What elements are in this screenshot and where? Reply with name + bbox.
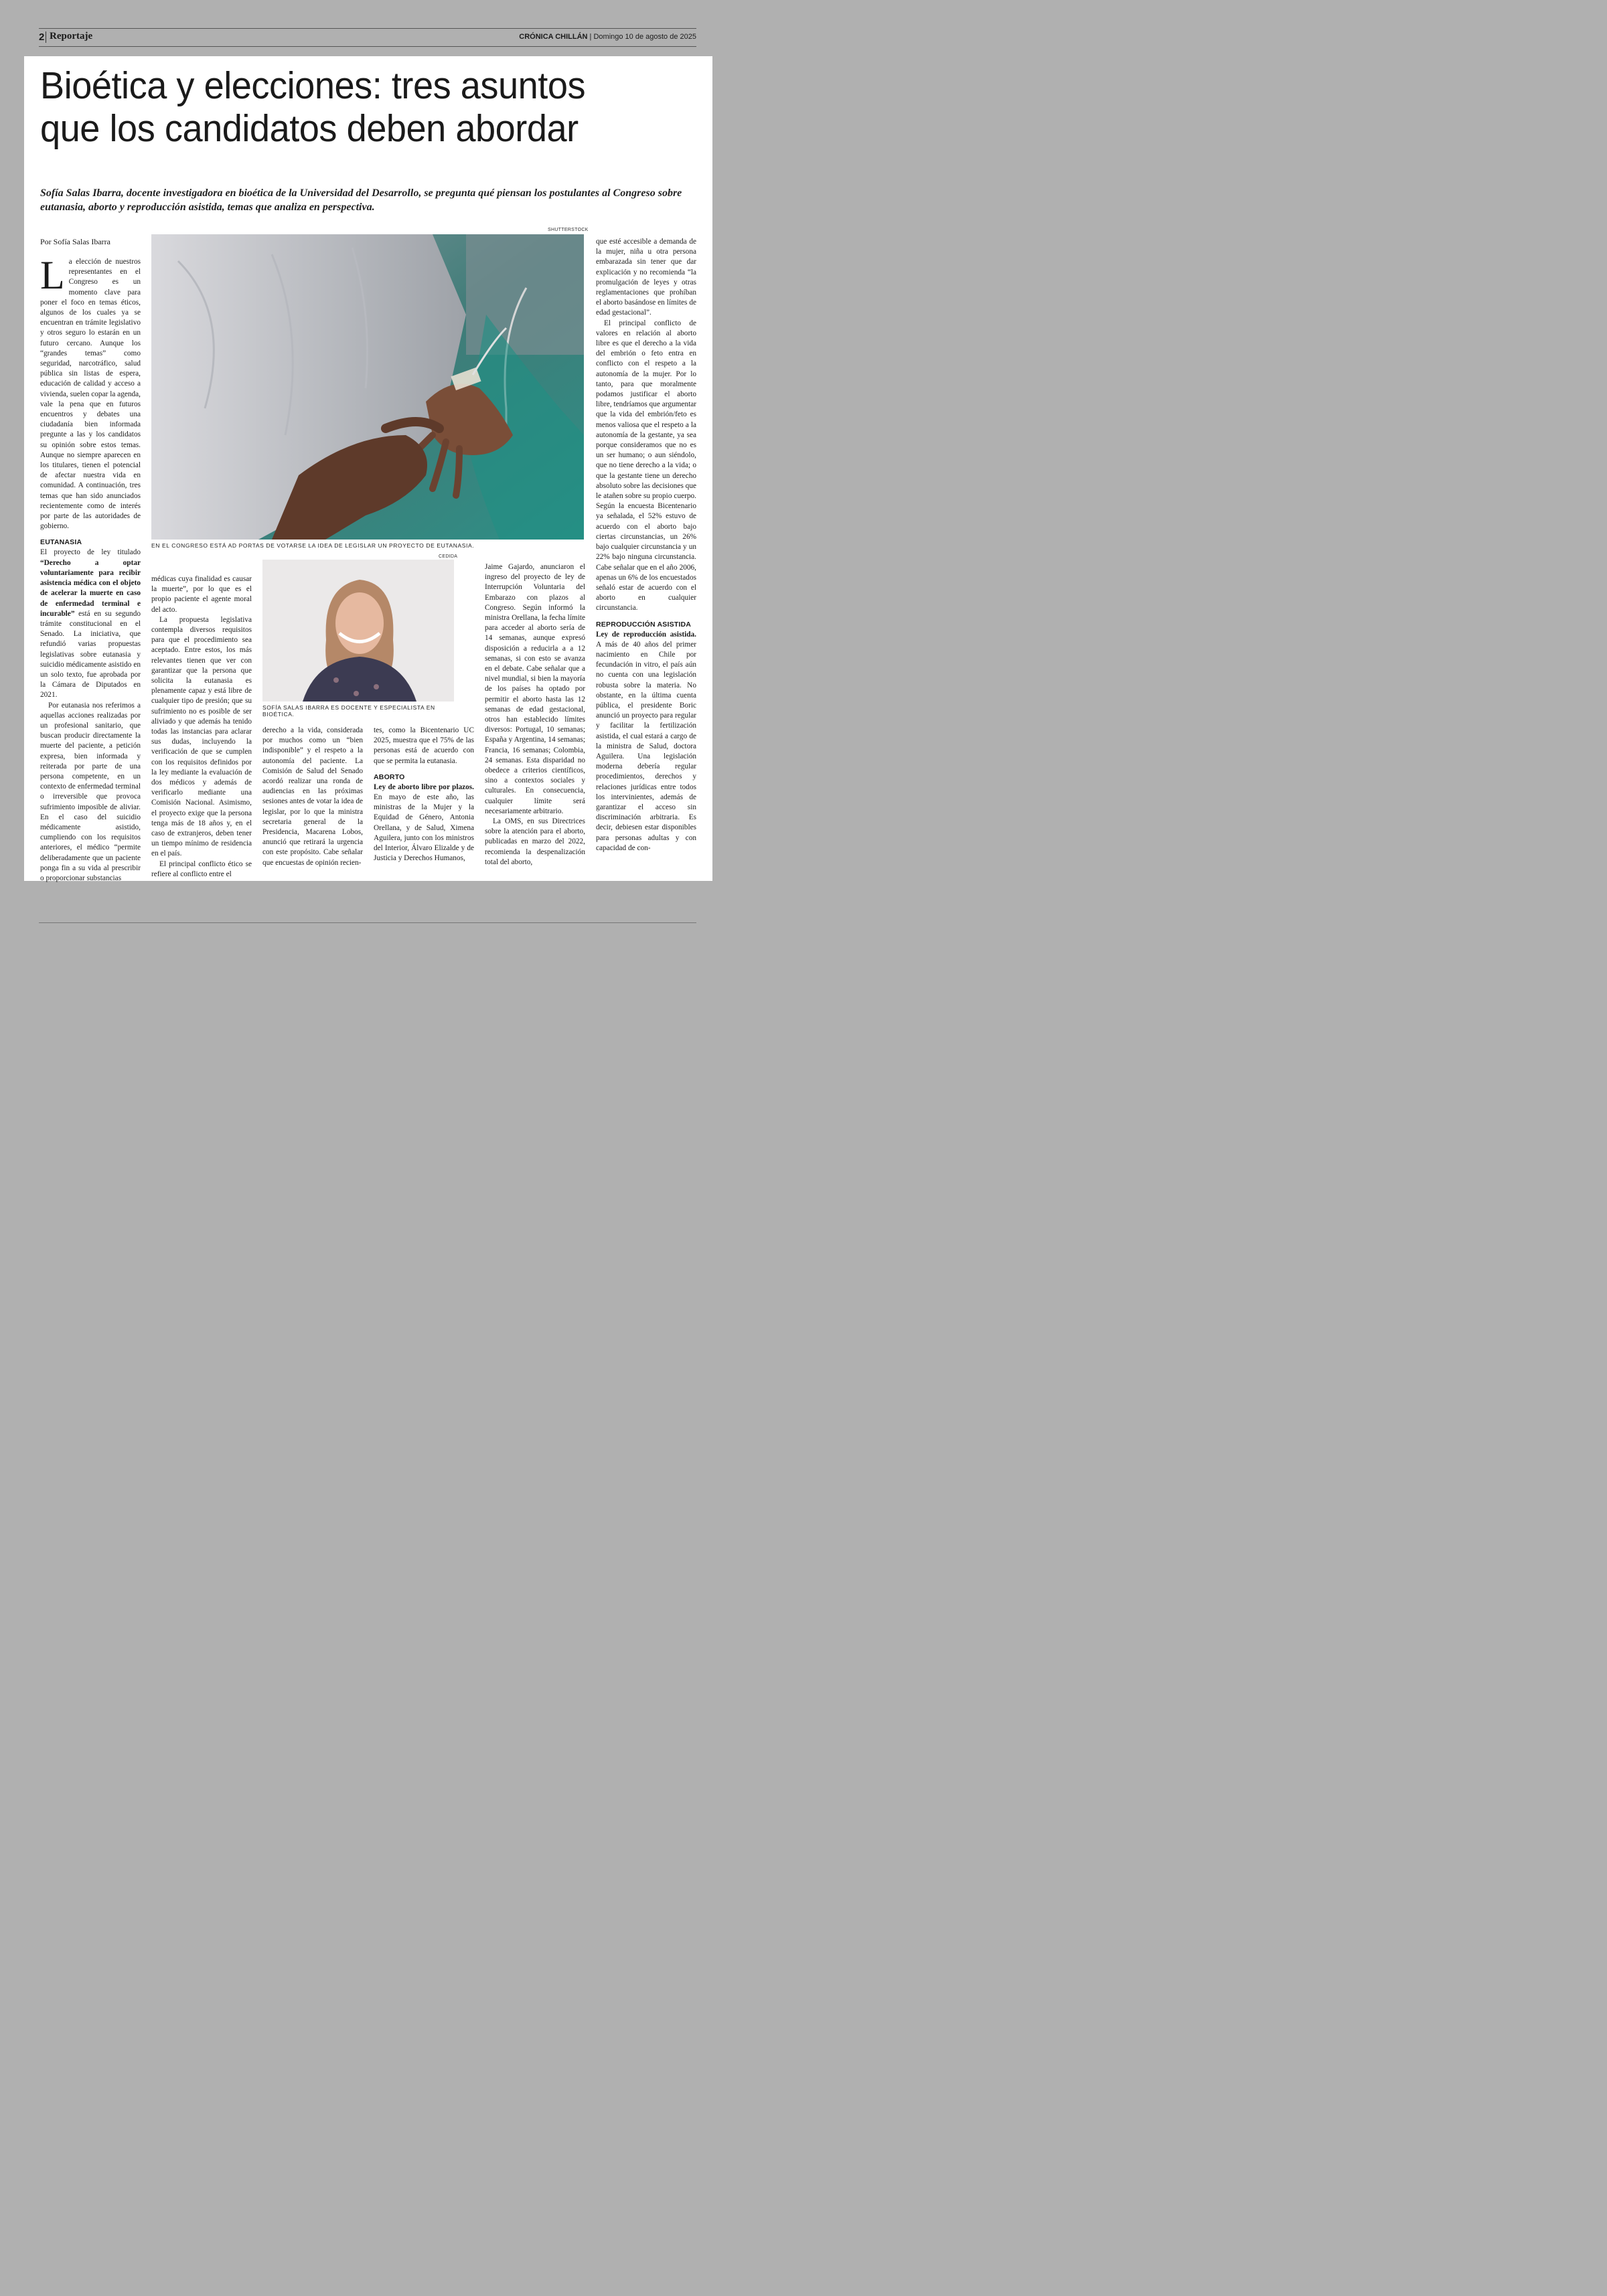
text-run: En mayo de este año, las ministras de la Mujer y la Equidad de Género, Antonia Orellana, y de Salud, Ximena Aguilera, junto con los ministros del Interior, Álvaro Elizalde y de Justicia y Derechos Humanos, [374, 793, 474, 863]
photo-caption: EN EL CONGRESO ESTÁ AD PORTAS DE VOTARSE LA IDEA DE LEGISLAR UN PROYECTO DE EUTANASIA. [151, 542, 475, 549]
article-page [24, 56, 712, 881]
paragraph: médicas cuya finalidad es causar la muerte”, por lo que es el propio paciente el agente moral del acto. [151, 575, 252, 614]
publication-name: CRÓNICA CHILLÁN [519, 33, 588, 41]
headline [40, 64, 670, 150]
masthead: CRÓNICA CHILLÁN | Domingo 10 de agosto de 2025 [519, 33, 696, 41]
paragraph: La OMS, en sus Directrices sobre la atención para el aborto, publicadas en marzo del 2022, recomienda la despenalización total del aborto, [485, 817, 585, 866]
paragraph: El principal conflicto de valores en relación al aborto libre es que el derecho a la vida del embrión o feto entra en conflicto con el respeto a la autonomía de la mujer. Por lo tanto, para que moralmente podamos justificar el aborto libre, tendríamos que argumentar que la vida del embrión/feto es menos valiosa que el respeto a la autonomía de la gestante, ya sea porque consideramos que no es un ser humano; o aun siéndolo, que no tiene derecho a la vida; o que la gestante tiene un derecho absoluto sobre las decisiones que le atañen sobre su propio cuerpo. Según la encuesta Bicentenario ya señalada, el 52% estuvo de acuerdo con el aborto bajo ciertas circunstancias, un 26% bajo cualquier circunstancia y un 22% bajo ninguna circunstancia. Cabe señalar que en el año 2006, apenas un 6% de los encuestados señaló estar de acuerdo con el aborto en cualquier circunstancia. [596, 319, 696, 612]
paragraph: El principal conflicto ético se refiere al conflicto entre el [151, 859, 252, 878]
text-run: El proyecto de ley titulado [40, 548, 141, 557]
text-run: está en su segundo trámite constitucional en el Senado. La iniciativa, que refundió varias propuestas legislativas sobre eutanasia y suicidio médicamente asistido en un solo texto, fue aprobada por la Cámara de Diputados en 2021. [40, 609, 141, 700]
portrait-caption: SOFÍA SALAS IBARRA ES DOCENTE Y ESPECIALISTA EN BIOÉTICA. [262, 704, 435, 718]
issue-date: Domingo 10 de agosto de 2025 [593, 33, 696, 41]
column-3 [262, 726, 363, 868]
hospital-hands-illustration [151, 234, 584, 540]
paragraph: que esté accesible a demanda de la mujer, niña u otra persona embarazada sin tener que dar explicación y no recomienda “la promulgación de leyes y otras reglamentaciones que prohíban el aborto basándose en límites de edad gestacional”. [596, 238, 696, 317]
column-5 [485, 562, 585, 868]
drop-cap: L [40, 253, 65, 297]
photo-credit: CEDIDA [439, 554, 458, 559]
paragraph: tes, como la Bicentenario UC 2025, muestra que el 75% de las personas está de acuerdo con que se permita la eutanasia. [374, 726, 474, 765]
page-header [39, 28, 696, 47]
headline-line-1: Bioética y elecciones: tres asuntos [40, 64, 586, 107]
column-1 [40, 253, 141, 884]
text-run: A más de 40 años del primer nacimiento en Chile por fecundación in vitro, el país aún no cuenta con una legislación robusta sobre la materia. No obstante, en la última cuenta pública, el presidente Boric anunció un proyecto para regular y facilitar la fertilización asistida, el cual estará a cargo de la ministra de Salud, doctora Aguilera. Una legislación moderna debería regular procedimientos, derechos y relaciones jurídicas entre todos los intervinientes, además de garantizar el acceso sin discriminación arbitraria. Es decir, debiesen estar disponibles para personas adultas y con capacidad de con- [596, 640, 696, 852]
section-label: Reportaje [50, 31, 93, 42]
column-4 [374, 726, 474, 864]
footer-rule [39, 922, 696, 923]
article-deck: Sofía Salas Ibarra, docente investigadora en bioética de la Universidad del Desarrollo, se pregunta qué piensan los postulantes al Congreso sobre eutanasia, aborto y reproducción asistida, temas que analiza en perspectiva. [40, 187, 682, 213]
page-number: 2 [39, 31, 45, 43]
subhead-eutanasia: EUTANASIA [40, 538, 82, 547]
column-2 [151, 574, 252, 880]
paragraph: Jaime Gajardo, anunciaron el ingreso del proyecto de ley de Interrupción Voluntaria del Embarazo con plazos al Congreso. Según informó la ministra Orellana, la fecha límite para acceder al aborto sería de 14 semanas, aunque expresó disposición a reducirla a a 12 semanas, si con esto se avanza en el debate. Cabe señalar que a nivel mundial, si bien la mayoría de los países ha optado por permitir el aborto hasta las 12 semanas de edad gestacional, otros han establecido límites diversos: Portugal, 10 semanas; España y Argentina, 14 semanas; Francia, 16 semanas; Colombia, 24 semanas. Esta disparidad no obedece a criterios científicos, sino a contextos sociales y culturales. En consecuencia, cualquier límite será necesariamente arbitrario. [485, 563, 585, 815]
subhead-aborto: ABORTO [374, 772, 405, 781]
byline: Por Sofía Salas Ibarra [40, 237, 110, 246]
paragraph: derecho a la vida, considerada por muchos como un “bien indisponible” y el respeto a la autonomía del paciente. La Comisión de Salud del Senado acordó realizar una ronda de audiencias en las próximas sesiones antes de votar la idea de legislar, por lo que la ministra secretaria general de la Presidencia, Macarena Lobos, anunció que retirará la urgencia con este propósito. Cabe señalar que encuestas de opinión recien- [262, 726, 363, 867]
paragraph: Por eutanasia nos referimos a aquellas acciones realizadas por un profesional sanitario, que buscan producir directamente la muerte del paciente, a petición expresa, bien informada y reiterada por parte de una persona competente, en un contexto de enfermedad terminal o irreversible que provoca sufrimiento imposible de aliviar. En el caso del suicidio médicamente asistido, cumpliendo con los requisitos anteriores, el médico “permite deliberadamente que un paciente ponga fin a su vida al prescribir o proporcionar substancias [40, 701, 141, 882]
subhead-reproduccion: REPRODUCCIÓN ASISTIDA [596, 620, 692, 629]
paragraph: La propuesta legislativa contempla diversos requisitos para que el procedimiento sea aceptado. Entre estos, los más relevantes tienen que ver con garantizar que la persona que solicita la eutanasia es plenamente capaz y está libre de cualquier tipo de presión; que su sufrimiento no es posible de ser aliviado y que además ha tenido todas las instancias para aclarar sus dudas, incluyendo la verificación de que se cumplen con los requisitos definidos por la ley mediante la evaluación de dos médicos y además de verificarlo mediante una Comisión Nacional. Asimismo, el proyecto exige que la persona tenga más de 18 años y, en el caso de extranjeros, deben tener un tiempo mínimo de residencia en el país. [151, 615, 252, 858]
bold-text-run: Ley de aborto libre por plazos. [374, 783, 474, 791]
paragraph [40, 548, 141, 700]
bold-text-run: Ley de reproducción asistida. [596, 630, 696, 639]
column-6 [596, 237, 696, 853]
paragraph [596, 630, 696, 853]
hospital-hands-photo [151, 234, 584, 540]
paragraph [374, 783, 474, 864]
portrait-photo [262, 560, 454, 702]
portrait-illustration [262, 560, 454, 702]
bold-text-run: “Derecho a optar voluntariamente para recibir asistencia médica con el objeto de acelerar la muerte en caso de enfermedad terminal e incurable” [40, 558, 141, 618]
photo-credit: SHUTTERSTOCK [548, 228, 589, 232]
intro-paragraph [40, 253, 141, 531]
intro-text: a elección de nuestros representantes en el Congreso es un momento clave para poner el foco en temas éticos, algunos de los cuales ya se encuentran en trámite legislativo y otros seguro lo estarán en un futuro cercano. Aunque los “grandes temas” como seguridad, narcotráfico, salud pública sin listas de espera, educación de calidad y acceso a vivienda, suelen copar la agenda, vale la pena que en futuros encuentros y debates una ciudadanía bien informada pregunte a las y los candidatos su opinión sobre estos temas. Aunque no siempre aparecen en los titulares, tienen el potencial de afectar nuestra vida en comunidad. A continuación, tres temas que han sido anunciados recientemente como de interés por parte de las autoridades de gobierno. [40, 258, 141, 531]
headline-line-2: que los candidatos deben abordar [40, 107, 579, 150]
